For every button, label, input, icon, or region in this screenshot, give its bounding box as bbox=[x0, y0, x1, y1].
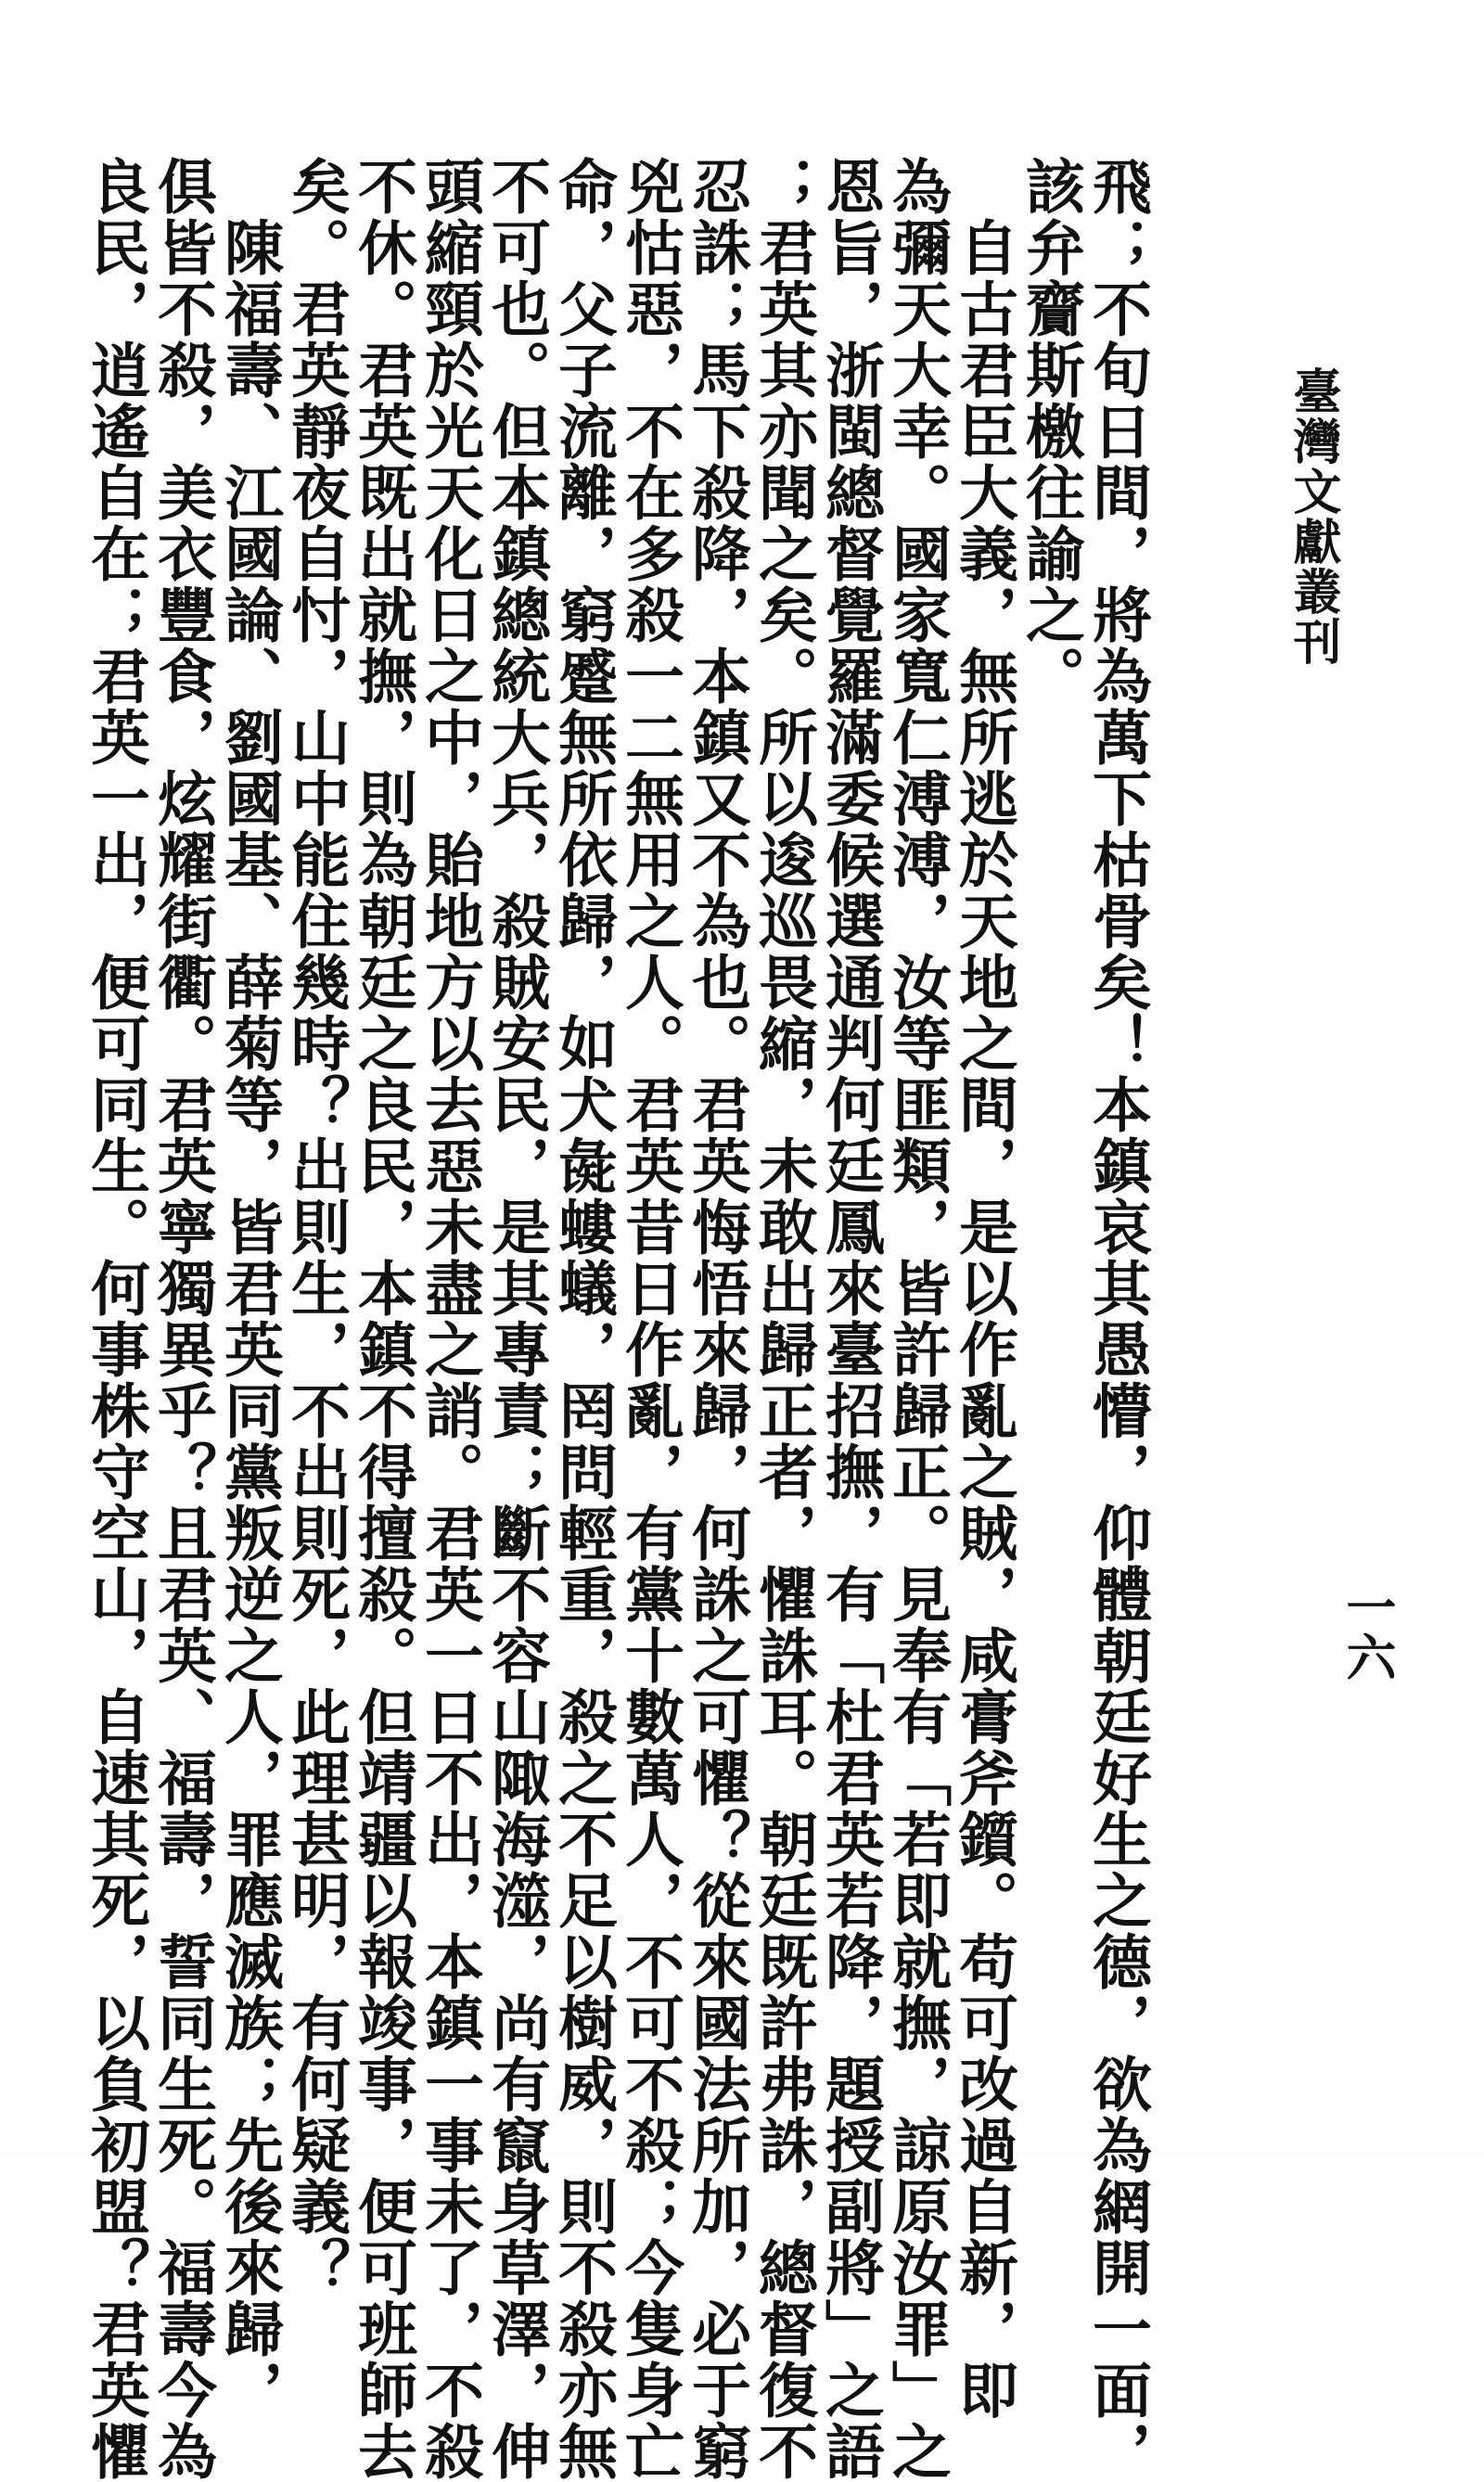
text-column: 頭縮頸於光天化日之中，貽地方以去惡未盡之誚。君英一日不出，本鎮一事未了，不殺 bbox=[415, 156, 484, 2482]
text-column: 命，父子流離，窮蹙無所依歸，如犬彘螻蟻，罔問輕重，殺之不足以樹威，則不殺亦無 bbox=[548, 156, 618, 2482]
text-column: 自古君臣大義，無所逃於天地之間，是以作亂之賊，咸膏斧鑕。苟可改過自新，即 bbox=[949, 156, 1018, 2421]
text-column: 兇怙惡，不在多殺一二無用之人。君英昔日作亂，有黨十數萬人，不可不殺；今隻身亡 bbox=[615, 156, 684, 2482]
text-column: 該弁齎斯檄往諭之。 bbox=[1016, 156, 1085, 707]
text-column: 不休。君英既出就撫，則為朝廷之良民，本鎮不得擅殺。但靖疆以報竣事，便可班師去 bbox=[348, 156, 417, 2482]
text-column: ；君英其亦聞之矣。所以逡巡畏縮，未敢出歸正者，懼誅耳。朝廷既許弗誅，總督復不 bbox=[748, 156, 818, 2482]
text-column: 為彌天大幸。國家寬仁溥溥，汝等匪類，皆許歸正。見奉有「若即就撫，諒原汝罪」之 bbox=[882, 156, 952, 2482]
text-column: 俱皆不殺，美衣豐食，炫耀街衢。君英寧獨異乎？且君英、福壽，誓同生死。福壽今為 bbox=[147, 156, 217, 2482]
page-number: 一六 bbox=[1338, 1581, 1398, 1682]
body-text bbox=[81, 156, 1152, 2482]
text-column: 忍誅；馬下殺降，本鎮又不為也。君英悔悟來歸，何誅之可懼？從來國法所加，必于窮 bbox=[682, 156, 751, 2482]
text-column: 陳福壽、江國論、劉國基、薛菊等，皆君英同黨叛逆之人，罪應滅族；先後來歸， bbox=[214, 156, 284, 2421]
text-column: 恩旨，浙閩總督覺羅滿委候選通判何廷鳳來臺招撫，有「杜君英若降，題授副將」之語 bbox=[815, 156, 885, 2482]
running-head: 臺灣文獻叢刊 bbox=[1285, 366, 1341, 667]
text-column: 良民，逍遙自在；君英一出，便可同生。何事株守空山，自速其死，以負初盟？君英懼 bbox=[81, 156, 150, 2482]
text-column: 飛；不旬日間，將為萬下枯骨矣！本鎮哀其愚懵，仰體朝廷好生之德，欲為網開一面， bbox=[1082, 156, 1152, 2482]
text-column: 矣。君英靜夜自忖，山中能住幾時？出則生，不出則死，此理甚明，有何疑義？ bbox=[281, 156, 351, 2298]
text-column: 不可也。但本鎮總統大兵，殺賊安民，是其專責；斷不容山陬海澨，尚有竄身草澤，伸 bbox=[481, 156, 551, 2482]
